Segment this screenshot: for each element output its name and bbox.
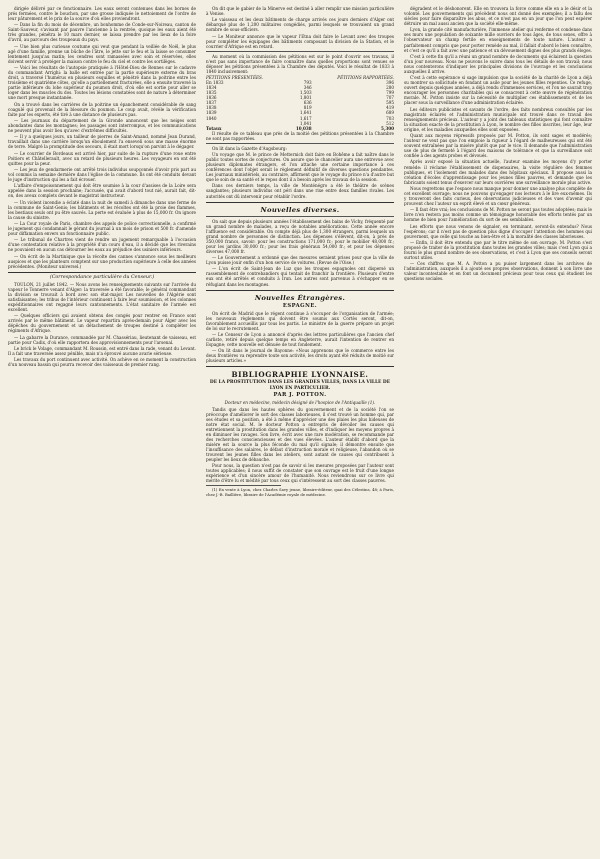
paragraph: Pour nous, la question n'est pas de savoir si les mesures proposées par l'auteur sont toutes applicables; il nous suffit de constater que son ouvrage est le fruit d'une longue expérience et d'un sincère amour de l'humanité. Nous reviendrons sur ce livre qui mérite d'être lu et médité par tous ceux qui s'intéressent au sort des classes pauvres.	[206, 463, 394, 484]
paragraph: — Le Moniteur annonce que le vapeur l'Etna doit faire le Levant avec des troupes pour compléter les équipages des bâtiments composant la division de la Station, et le courrier d'Afrique est en retard.	[206, 33, 394, 49]
section-divider	[8, 272, 196, 273]
paragraph: dirigée délivré par ce fonctionnaire. Les eaux seront contenues dans les bornes de prés fermées, contre le bouchon, par une grosse indiquée le nettoiement de l'ordre de leur pâturement et le prix de la source d'où elles proviendront.	[8, 6, 196, 22]
table-cell-presented: 636	[303, 100, 312, 106]
book-title: DE LA PROSTITUTION DANS LES GRANDES VILLES, DANS LA VILLE DE LYON EN PARTICULIER.	[209, 380, 391, 391]
footnote: (1) En vente à Lyon, chez Charles Savy jeune, libraire-éditeur, quai des Célestins, 48; à Paris, chez J.-B. Baillière, libraire de l'Académie royale de médecine.	[206, 487, 394, 498]
paragraph: — Les journaux du département de la Gironde annoncent que les neiges sont abondantes dans les montagnes; les passages sont interrompus, et les communications ne peuvent plus avoir lieu qu'avec d'extrêmes difficultés.	[8, 117, 196, 134]
totals-label: Totaux	[206, 125, 222, 131]
table-cell-reported: 703	[386, 115, 394, 121]
table-cell-year: En 1833	[206, 80, 224, 86]
paragraph: dégradent et le déshonorent. Elle en trouvera la force comme elle en a le désir et la volonté. Les gouvernements qui précèdent nous ont donné des exemples; il a fallu des siècles pour faire disparaître les abus, et ce n'est pas en un jour que l'on peut espérer détruire un mal aussi ancien que la société elle-même.	[404, 6, 592, 27]
paragraph: — Le courrier de Bordeaux est arrivé hier, par suite de la rupture d'une roue entre Poitiers et Châtellerault, avec un retard de plusieurs heures. Les voyageurs en ont été quittes pour la peur.	[8, 150, 196, 166]
paragraph: — Le tribunal de Chartres vient de rendre un jugement remarquable à l'occasion d'une contestation relative à la propriété d'un cours d'eau, il a décidé que les riverains ne pouvaient en aucun cas détourner les eaux au préjudice des usiniers inférieurs.	[8, 237, 196, 253]
table-cell-reported: 396	[386, 80, 394, 86]
table-cell-presented: 1,617	[299, 115, 312, 121]
paragraph: On a trouvé dans les carrières de la poitrine un épanchement considérable de sang coagulé qui provenait de la blessure du poumon. Le coup avait, révèle la vérification faite par les experts, été tiré à une distance de plusieurs pas.	[8, 101, 196, 117]
divider	[206, 216, 394, 217]
paragraph: On écrit de Madrid que le régent continue à s'occuper de l'organisation de l'armée; les nouveaux règlements qui doivent être soumis aux Cortès seront, dit-on, favorablement accueillis par tous les partis. Le ministre de la guerre prépare un projet de loi sur le recrutement.	[206, 310, 394, 331]
divider	[206, 51, 394, 52]
paragraph: Les efforts que nous venons de signaler, en terminant, seront-ils entendus? Nous l'espérons; car il n'est pas de question plus digne d'occuper l'attention des hommes qui gouvernent, que celle qui touche au bien-être et à la moralité des classes laborieuses.	[404, 223, 592, 239]
paragraph: — Les jeux de gendarmerie ont arrêté trois individus soupçonnés d'avoir pris part au vol commis la semaine dernière dans l'église de la commune. Ils ont été conduits devant le juge d'instruction qui les a fait écrouer.	[8, 166, 196, 182]
column-middle	[206, 6, 394, 499]
paragraph: TOULON, 21 juillet 1842. — Nous avons les renseignements suivants sur l'arrivée du vapeur le Tonnerre venant d'Alger: la traversée a été favorable; le général commandant la division se trouvait à bord avec son état-major. Les nouvelles de l'Algérie sont satisfaisantes; les tribus de l'intérieur continuent à faire leur soumission, et les colonnes expéditionnaires ont regagné leurs cantonnements. L'état sanitaire de l'armée est excellent.	[8, 281, 196, 313]
table-cell-presented: 1,801	[299, 95, 312, 101]
paragraph: Le vaisseau et les deux bâtiments de charge arrivés ces jours derniers d'Alger ont débarqué plus de 1,200 militaires congédiés, parmi lesquels se trouvaient un grand nombre de sous-officiers.	[206, 17, 394, 33]
paragraph: Après avoir exposé la situation actuelle, l'auteur examine les moyens d'y porter remède: il réclame l'établissement de dispensaires, la visite régulière des femmes publiques, et l'isolement des malades dans des hôpitaux spéciaux. Il propose aussi la création d'écoles d'apprentissage pour les jeunes filles pauvres, et demande que les fabricants soient tenus d'exercer sur leurs ouvrières une surveillance morale plus active.	[404, 159, 592, 185]
totals-presented: 10,038	[295, 125, 312, 131]
table-cell-year: 1835	[206, 90, 217, 96]
paragraph: — Voici les résultats de l'autopsie pratiquée à l'Hôtel-Dieu de Rennes sur le cadavre du commandant Arrighi: la balle est entrée par la partie supérieure externe du bras droit, a traversé l'humérus en plusieurs esquilles et pénétré dans la poitrine entre les troisième et quatrième côtes, qu'elle a partiellement fracturées, elle a ensuite traversé la partie inférieure du lobe supérieur du poumon droit, d'où elle est sortie pour aller se loger dans les muscles du dos. Toutes les lésions constatées sont de nature à déterminer une mort presque instantanée.	[8, 65, 196, 101]
section-heading-nouvelles-diverses: Nouvelles diverses.	[260, 205, 340, 214]
paragraph: — Une bien plus curieuse coutume qui veut que pendant la veillée de Noël, le plus agé d'une famille, prenne un bûche de l'âtre, le jette sur le feu et la laisse se consumer lentement jusqu'au matin; les cendres sont ramassées avec soin et réservées, elles doivent servir à protéger la maison contre le feu du ciel et contre les sortilèges.	[8, 43, 196, 64]
paragraph: Tandis que dans les hautes sphères du gouvernement et de la société l'on se préoccupe d'améliorer le sort des classes laborieuses, il s'est trouvé un homme qui, par ses études et sa position, a été à même d'apprécier une des plaies les plus hideuses de notre état social. M. le docteur Potton a entrepris de dévoiler les causes qui entretiennent la prostitution dans les grandes villes, et d'indiquer les moyens propres à en diminuer les ravages. Son livre, écrit avec une rare modération, se recommande par des recherches consciencieuses et des vues élevées. L'auteur établit d'abord que la misère est la source la plus féconde du mal qu'il signale; il démontre ensuite que l'insuffisance des salaires, le défaut d'instruction morale et religieuse, l'abandon où se trouvent les jeunes filles dans les ateliers, sont autant de causes qui contribuent à peupler les lieux de débauche.	[206, 406, 394, 463]
paragraph: Un voyage que M. le prince de Metternich doit faire en Bohême a fait naître dans le public toutes sortes de conjectures. On assure que le chancelier aura une entrevue avec plusieurs diplomates étrangers, et l'on attache une certaine importance à ces conférences dont l'objet serait le règlement définitif de diverses questions pendantes. Les journaux ministériels, au contraire, affirment que le voyage du prince n'a d'autre but que le soin de sa santé et le repos dont il a besoin après les travaux de la session.	[206, 151, 394, 183]
author-credentials: Docteur en médecine, médecin désigné de l'hospice de l'Antiquaille (1).	[224, 400, 376, 406]
divider	[206, 143, 394, 144]
paragraph: — Dans la fin du mois de décembre, un bonhomme de Conde-sur-Noireau, canton de Saint-Sauveur, s'avisant par pauvre l'ancienne à la rentrée, quoique les eaux aient été très grandes, pénétra le 10 mars dernier, se laissa prendre par les lieux de la foire d'avril, au parcours des troupeaux du pays.	[8, 22, 196, 43]
table-cell-presented: 1,041	[299, 120, 312, 126]
section-divider	[206, 290, 394, 291]
table-cell-reported: 595	[386, 100, 394, 106]
column-left	[8, 6, 196, 368]
paragraph: — Il y a quelques jours, un tailleur de pierres de Saint-Amand, nommé Jean Durand, travaillait dans une carrière lorsqu'un éboulement l'a enseveli sous une masse énorme de terre. Malgré la promptitude des secours, il était mort lorsqu'on parvint à le dégager.	[8, 134, 196, 150]
paragraph: — Ces chiffres que M. A. Potton a pu puiser largement dans les archives de l'administration, auxquels il a ajouté ses propres observations, donnent à son livre une valeur incontestable et en font un document précieux pour tous ceux qui étudient les questions sociales.	[404, 261, 592, 282]
paragraph: — La gabarre la Durance, commandée par M. Chassériau, lieutenant de vaisseau, est partie pour Cadix, d'où elle rapportera des approvisionnements pour l'arsenal.	[8, 334, 196, 345]
paragraph: — Un violent incendie a éclaté dans la nuit de samedi à dimanche dans une ferme de la commune de Saint-Genis; les bâtiments et les récoltes ont été la proie des flammes, les bestiaux seuls ont pu être sauvés. La perte est évaluée à plus de 15,000 fr. On ignore la cause du sinistre.	[8, 199, 196, 220]
paragraph: C'est à cette fin qu'il a réuni un grand nombre de documents qui éclairent la question d'un jour nouveau. Nous ne pouvons le suivre dans tous les détails de son travail; nous nous contenterons d'indiquer les principales divisions de l'ouvrage et les conclusions auxquelles il arrive.	[404, 53, 592, 74]
paragraph: — Il faut être vrai; les conclusions de M. Potton ne seront pas toutes adoptées; mais le livre n'en restera pas moins comme un témoignage honorable des efforts tentés par un homme de bien pour l'amélioration du sort de ses semblables.	[404, 207, 592, 223]
table-cell-year: 1838	[206, 105, 217, 111]
section-heading-bibliographie: BIBLIOGRAPHIE LYONNAISE.	[231, 370, 369, 380]
paragraph: — Le Censeur de Lyon a annoncé d'après des lettres particulières que l'ancien chef carliste, retiré depuis quelque temps en Angleterre, aurait l'intention de rentrer en Espagne; cette nouvelle est dénuée de tout fondement.	[206, 331, 394, 348]
paragraph: On sait que depuis plusieurs années l'établissement des bains de Vichy, fréquenté par un grand nombre de malades, a reçu de notables améliorations. Cette année encore l'affluence est considérable. On compte déjà plus de 1,300 étrangers, parmi lesquels un grand nombre de personnes de distinction. Les dépenses s'élèvent, dit-on, à près de 350,000 francs, savoir: pour les constructions 171,000 fr.; pour le mobilier 48,000 fr.; pour les jardins 30,000 fr.; pour les frais généraux 54,000 fr.; et pour les dépenses diverses 47,000 fr.	[206, 218, 394, 254]
paragraph: Les éditeurs publicistes et savants de l'ordre, des faits nombreux consultés par les magistrats éclairés et l'administration municipale ont trouvé dans ce travail des renseignements précieux. L'auteur y a joint des tableaux statistiques qui font connaître la situation exacte de la prostitution à Lyon, le nombre des filles inscrites, leur âge, leur origine, et les maladies auxquelles elles sont exposées.	[404, 106, 592, 132]
table-cell-presented: 1,503	[299, 90, 312, 96]
table-cell-reported: 707	[386, 95, 394, 101]
table-cell-reported: 419	[386, 105, 394, 111]
paragraph: — Quelques officiers qui avaient obtenu des congés pour rentrer en France sont arrivés par le même bâtiment. Le vapeur repartira après-demain pour Alger avec les dépêches du gouvernement et un détachement de troupes destiné à compléter les régiments d'Afrique.	[8, 313, 196, 334]
table-header: PÉTITIONS RAPPORTÉES.	[337, 75, 394, 81]
table-cell-reported: 512	[386, 120, 394, 126]
paragraph: C'est à cette espérance si sage impulsion que la société de la charité de Lyon a déjà su montrer sa sollicitude en fondant un asile pour les jeunes filles repenties. Ce refuge, ouvert depuis quelques années, a déjà rendu d'immenses services, et l'on ne saurait trop encourager les personnes charitables qui se consacrent à cette œuvre de régénération morale. M. Potton insiste sur la nécessité de multiplier ces établissements et de les placer sous la surveillance d'une administration éclairée.	[404, 75, 592, 106]
paragraph: Nous regrettons que l'espace nous manque pour donner une analyse plus complète de cet excellent ouvrage; nous ne pouvons qu'engager nos lecteurs à le lire eux-mêmes. Ils y trouveront des faits curieux, des observations judicieuses et des vues d'avenir qui prouvent chez l'auteur un esprit élevé et un cœur généreux.	[404, 185, 592, 207]
subheading-espagne: ESPAGNE.	[282, 302, 318, 309]
footnote-divider	[206, 485, 281, 486]
column-right	[404, 6, 592, 283]
table-cell-presented: 793	[303, 80, 312, 86]
table-cell-year: 1840	[206, 115, 217, 121]
paragraph: Lyon, la grande cité manufacturière, l'immense atelier qui renferme et condense dans ses murs une population de soixante mille ouvriers de tous âges, de tous sexes, offre à l'observateur un champ fertile en enseignements de toute nature. L'auteur a parfaitement compris que pour porter remède au mal, il fallait d'abord le bien connaître, et c'est ce qu'il a fait avec une patience et un dévouement dignes des plus grands éloges.	[404, 27, 592, 53]
paragraph: Dans ces derniers temps, la ville de Monténégro a été le théâtre de scènes sanglantes; plusieurs individus ont péri dans une rixe entre deux familles rivales. Les autorités ont dû intervenir pour rétablir l'ordre.	[206, 183, 394, 199]
table-cell-year: 1834	[206, 85, 217, 91]
paragraph: — La Cour royale de Paris, chambre des appels de police correctionnelle, a confirmé le jugement qui condamnait le gérant du journal à un mois de prison et 500 fr. d'amende pour diffamation envers un fonctionnaire public.	[8, 220, 196, 237]
paragraph: — L'on écrit de Saint-Jean de Luz que les troupes espagnoles ont dispersé un rassemblement de contrebandiers qui tentait de franchir la frontière. Plusieurs d'entre eux ont été arrêtés et conduits à Irun. Les autres sont parvenus à s'échapper en se réfugiant dans les montagnes.	[206, 266, 394, 287]
paragraph: Au moment où la commission des pétitions est sur le point d'ouvrir ses travaux, il n'est pas sans importance de faire connaître dans quelles proportions sont venues se déposer les pétitions présentées à la Chambre des députés. Voici le résultat de 1833 à 1840 inclusivement:	[206, 53, 394, 74]
paragraph: On dit que le gabier de la Minerve est destiné à aller remplir une mission particulière à Venise.	[206, 6, 394, 17]
table-header: PÉTITIONS PRÉSENTÉES.	[206, 75, 263, 81]
book-author: PAR J. POTTON.	[273, 392, 327, 399]
paragraph: — Enfin, il doit être entendu que par le titre même de son ouvrage, M. Potton s'est proposé de traiter de la prostitution dans toutes les grandes villes; mais c'est Lyon qui a fourni le plus grand nombre de ses observations, et c'est à Lyon que ses conseils seront surtout utiles.	[404, 239, 592, 261]
paragraph: Les travaux du port continuent avec activité. On achève en ce moment la construction d'un nouveau bassin qui pourra recevoir des vaisseaux de premier rang.	[8, 357, 196, 368]
table-cell-presented: 819	[303, 105, 312, 111]
section-heading-nouvelles-etrangeres: Nouvelles Étrangères.	[254, 293, 346, 302]
table-cell-presented: 1,641	[299, 110, 312, 116]
table-cell-reported: 280	[386, 85, 394, 91]
paragraph: — On écrit de la Martinique que la récolte des cannes s'annonce sous les meilleurs auspices et que les planteurs comptent sur une production supérieure à celle des années précédentes. (Moniteur universel.)	[8, 253, 196, 269]
paragraph: — On lit dans le journal de Bayonne: «Nous apprenons que le commerce entre les deux frontières va reprendre toute son activité, les droits ayant été réduits de moitié sur plusieurs articles.»	[206, 348, 394, 364]
table-cell-presented: 346	[303, 85, 312, 91]
section-heading: (Correspondance particulière du Censeur.)	[49, 274, 155, 280]
section-divider	[206, 202, 394, 203]
paragraph: Quant aux moyens répressifs proposés par M. Potton, ils sont sages et modérés; l'auteur ne veut pas que l'on emploie la rigueur à l'égard de malheureuses qui ont été souvent entraînées par la misère plutôt que par le vice. Il demande que l'administration use de plus de fermeté à l'égard des maisons de tolérance et que la surveillance soit confiée à des agents probes et dévoués.	[404, 133, 592, 159]
paragraph: On lit dans la Gazette d'Augsbourg:	[212, 145, 287, 151]
paragraph: Le brick le Volage, commandant M. Roussin, est entré dans la rade, venant du Levant. Il a fait une traversée assez pénible, mais n'a éprouvé aucune avarie sérieuse.	[8, 345, 196, 356]
petitions-table	[206, 75, 394, 131]
paragraph: Il résulte de ce tableau que près de la moitié des pétitions présentées à la Chambre ne sont pas rapportées.	[206, 130, 394, 141]
table-cell-year: 1839	[206, 110, 217, 116]
totals-reported: 5,300	[381, 125, 394, 131]
paragraph: L'affaire d'empoisonnement qui doit être soumise à la cour d'assises de la Loire sera appelée dans la session prochaine; l'accusée, qui avait d'abord tout nié, aurait fait, dit-on, des aveux complets devant le magistrat instructeur.	[8, 183, 196, 199]
section-divider	[206, 366, 394, 367]
table-cell-reported: 799	[386, 90, 394, 96]
table-cell-reported: 689	[386, 110, 394, 116]
table-cell-year: 1837	[206, 100, 217, 106]
table-cell-year: 1836	[206, 95, 217, 101]
paragraph: — Le Gouvernement a ordonné que des mesures seraient prises pour que la ville de Lyon puisse jouir enfin d'un bon service de voitures. (Revue de l'Oise.)	[206, 255, 394, 266]
